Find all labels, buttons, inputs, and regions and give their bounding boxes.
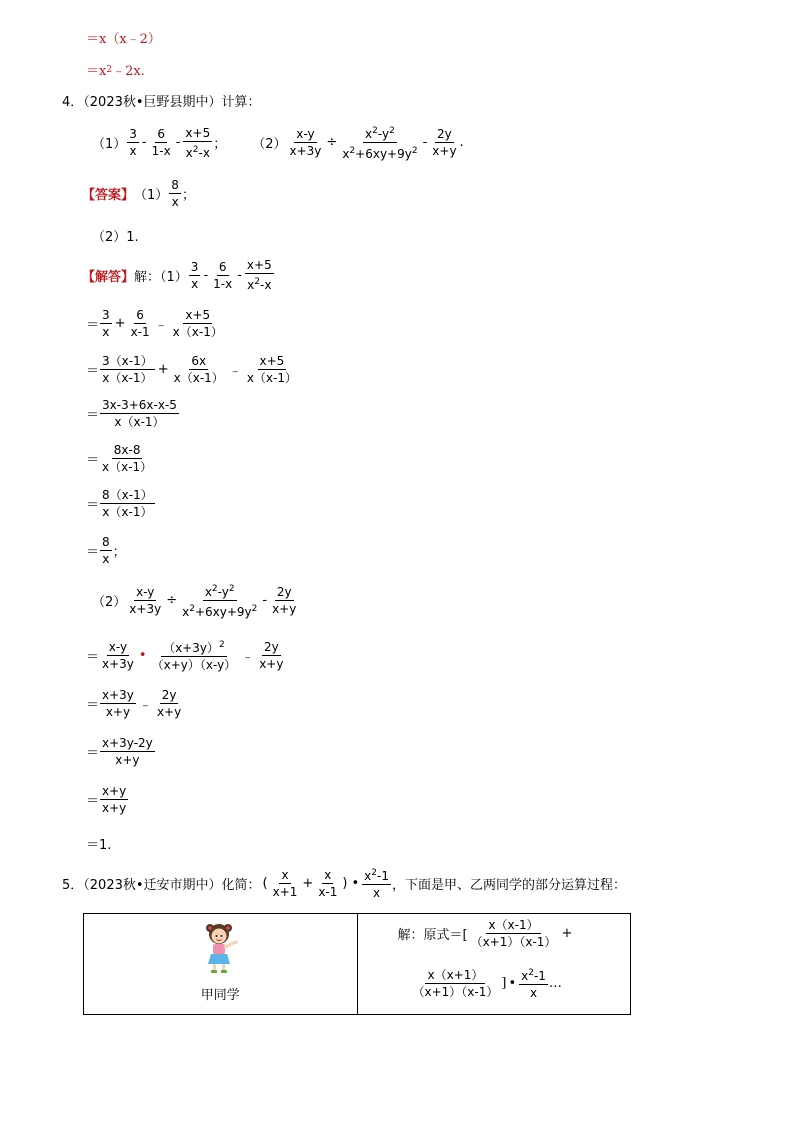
fraction	[172, 354, 226, 385]
text: -1	[533, 969, 546, 983]
multiply-dot: •	[508, 975, 517, 991]
plus: +	[302, 875, 314, 891]
fraction	[211, 260, 234, 291]
text: ＝	[86, 698, 100, 713]
text: x+y	[432, 144, 457, 158]
solution-tag: 【解答】	[82, 269, 135, 285]
text: x+1	[272, 884, 298, 899]
text: ＝	[86, 318, 100, 333]
text	[184, 142, 212, 160]
text: 2y	[276, 585, 292, 599]
text: 2	[211, 584, 218, 594]
plus: +	[157, 362, 169, 377]
text: 2	[228, 584, 235, 594]
text: 6	[157, 127, 165, 141]
text: x（x-1）	[102, 505, 153, 519]
text: （x+3y）	[163, 641, 219, 655]
fraction	[100, 535, 112, 566]
minus: ﹣	[228, 364, 242, 379]
fraction	[340, 124, 419, 161]
top-line-2	[86, 60, 145, 79]
text: 2	[349, 146, 356, 156]
text: x+3y	[102, 656, 134, 671]
text: ＝x（x﹣2）	[86, 32, 161, 47]
text: x（x-1）	[102, 460, 153, 474]
fraction	[100, 443, 154, 474]
text: 5．（2023秋•迁安市期中）化简：	[62, 877, 261, 893]
text: x+3y	[289, 144, 322, 158]
minus: ﹣	[241, 649, 255, 665]
text: （2）1.	[92, 230, 139, 245]
text: x	[364, 869, 372, 883]
minus: -	[237, 267, 242, 283]
text: x	[129, 144, 137, 158]
text: …	[548, 975, 562, 991]
solution-2-result	[86, 834, 111, 853]
text: 1-x	[213, 276, 233, 291]
text: x+3y	[129, 602, 162, 616]
text: x+y	[272, 602, 297, 616]
fraction	[150, 127, 173, 158]
fraction	[189, 260, 201, 291]
text: x+y	[156, 705, 182, 719]
work-line-2	[410, 966, 562, 1000]
fraction	[257, 640, 285, 671]
text	[363, 124, 397, 143]
solution-step-4	[86, 398, 180, 429]
divide: ÷	[326, 135, 338, 150]
text: ＝1.	[86, 838, 112, 853]
text: ＝	[86, 649, 100, 665]
text: 2	[411, 146, 418, 156]
fraction	[100, 488, 155, 519]
text: -y	[217, 585, 229, 599]
text	[519, 966, 548, 985]
text: x+3y-2y	[102, 736, 153, 750]
text: x	[324, 867, 332, 882]
student-name: 甲同学	[200, 988, 240, 1003]
girl-icon	[202, 920, 242, 976]
text: x+y	[259, 656, 284, 671]
text: ＝	[86, 746, 100, 761]
solution-step-3	[86, 354, 300, 385]
text: x	[191, 276, 199, 291]
text: 3x-3+6x-x-5	[102, 398, 177, 412]
answer-line-2	[92, 226, 139, 245]
fraction	[411, 968, 501, 999]
text: x（x+1）	[427, 967, 484, 982]
text: x	[372, 886, 381, 900]
text: x（x-1）	[102, 371, 153, 385]
minus: ﹣	[138, 698, 152, 713]
text: 3	[102, 308, 110, 322]
text: .	[459, 135, 464, 150]
text: 解：（1）	[134, 269, 188, 285]
question-4-header	[62, 91, 261, 110]
text: （x+y）（x-y）	[151, 658, 237, 672]
text: 2	[251, 604, 258, 614]
minus: -	[175, 135, 181, 150]
fraction	[100, 736, 155, 767]
text: +6xy+9y	[355, 147, 412, 161]
text: x	[521, 969, 529, 983]
text: 4．（2023秋•巨野县期中）计算：	[62, 95, 261, 110]
text: ；	[181, 188, 195, 203]
text: +6xy+9y	[194, 605, 252, 619]
text: x	[102, 325, 110, 339]
text: x	[182, 605, 190, 619]
text: 3	[129, 127, 137, 141]
text: x+5	[246, 258, 272, 272]
text: 8（x-1）	[102, 488, 153, 502]
minus: -	[141, 135, 147, 150]
text	[203, 582, 237, 601]
question-4-problems	[92, 124, 464, 161]
text: x	[365, 127, 373, 141]
text: x（x-1）	[246, 371, 297, 385]
solution-2-step-2	[86, 688, 184, 719]
plus: +	[114, 316, 126, 331]
fraction	[155, 688, 183, 719]
divide: ÷	[166, 593, 178, 608]
text: x+y	[115, 753, 140, 767]
text: 2y	[437, 127, 452, 141]
text: x	[247, 278, 255, 292]
fraction	[519, 966, 548, 1000]
fraction	[362, 866, 391, 900]
text: 解：原式＝[	[397, 928, 468, 943]
fraction	[316, 868, 339, 899]
fraction	[469, 918, 559, 949]
solution-step-6	[86, 488, 156, 519]
fraction	[127, 127, 139, 158]
text: x-y	[108, 639, 128, 654]
question-5-header	[62, 866, 626, 900]
text: （1）	[134, 188, 169, 203]
fraction	[100, 688, 136, 719]
text: ＝	[86, 794, 100, 809]
text: x	[102, 552, 110, 566]
solution-2-step-3	[86, 736, 156, 767]
text	[340, 143, 419, 161]
fraction	[100, 354, 155, 385]
work-line-1	[398, 918, 575, 949]
text: ＝x	[86, 64, 107, 79]
solution-step-2	[86, 308, 226, 339]
fraction	[100, 784, 128, 815]
text: 2y	[161, 688, 177, 702]
answer-line	[82, 178, 195, 209]
text: x	[204, 585, 212, 599]
text: ＝	[86, 408, 100, 423]
fraction	[169, 178, 181, 209]
minus: -	[262, 593, 268, 608]
top-line-1	[86, 28, 161, 47]
text	[362, 866, 391, 885]
text	[161, 638, 227, 657]
text: x+3y	[102, 688, 134, 702]
minus: -	[203, 267, 209, 283]
text: x+5	[259, 354, 285, 368]
text: 8x-8	[113, 443, 141, 457]
fraction	[271, 868, 300, 899]
text: ﹣2x.	[112, 64, 145, 79]
text: ＝	[86, 545, 100, 560]
text: （x+1）（x-1）	[470, 935, 557, 949]
fraction	[150, 638, 239, 672]
text: 2	[528, 968, 534, 978]
solution-step-5	[86, 443, 155, 474]
text: -x	[198, 145, 210, 160]
text: x-1	[130, 325, 150, 339]
text: （1）	[92, 137, 127, 152]
text: 1-x	[151, 144, 171, 158]
fraction	[100, 398, 179, 429]
text: x（x-1）	[488, 918, 539, 932]
text: x	[342, 147, 350, 161]
text: x+y	[102, 801, 127, 815]
text: -1	[376, 869, 389, 883]
solution-part-2	[92, 582, 299, 619]
text: 2y	[263, 639, 279, 654]
text: x-y	[296, 127, 315, 141]
text: x+y	[105, 705, 131, 719]
solution-line-1	[82, 258, 275, 292]
text: 2	[371, 868, 377, 878]
text: x+y	[102, 784, 127, 798]
text: x+5	[185, 125, 211, 140]
fraction	[100, 640, 136, 671]
text: x	[185, 145, 193, 160]
fraction	[127, 585, 163, 616]
text: x-y	[136, 585, 155, 599]
text: ＝	[86, 498, 100, 513]
text: 2	[389, 126, 395, 136]
text: x（x-1）	[173, 371, 224, 385]
text: （x+1）（x-1）	[412, 984, 499, 999]
text: 3（x-1）	[102, 354, 153, 368]
text: x	[281, 867, 289, 882]
text: x	[171, 195, 179, 209]
paren: (	[262, 875, 268, 891]
fraction	[288, 127, 324, 158]
solution-2-step-4	[86, 784, 129, 815]
text: x-1	[318, 884, 338, 899]
text: ，下面是甲、乙两同学的部分运算过程：	[391, 877, 626, 893]
text: ；	[213, 137, 227, 152]
text: x（x-1）	[114, 415, 165, 429]
fraction	[245, 354, 299, 385]
answer-tag: 【答案】	[82, 188, 135, 203]
text: （2）	[252, 137, 287, 152]
text: 6x	[191, 354, 207, 368]
text: ；	[112, 545, 126, 560]
fraction	[270, 585, 298, 616]
text	[180, 601, 259, 619]
fraction	[129, 308, 152, 339]
solution-step-7	[86, 535, 126, 566]
paren: )	[342, 875, 348, 891]
text: 8	[102, 535, 110, 549]
text: 3	[190, 259, 199, 274]
fraction	[171, 308, 225, 339]
fraction	[245, 258, 274, 292]
text: 2	[106, 64, 113, 75]
text: 6	[136, 308, 144, 322]
minus: -	[422, 135, 428, 150]
text: x	[529, 986, 538, 1000]
text: ＝	[86, 453, 100, 468]
work-cell	[357, 914, 631, 1015]
fraction	[180, 582, 259, 619]
minus: ﹣	[154, 318, 168, 333]
text: 2	[192, 144, 199, 155]
student-cell	[84, 914, 358, 1015]
text: x+5	[185, 308, 211, 322]
text: （2）	[92, 595, 127, 610]
fraction	[430, 127, 458, 158]
fraction	[183, 126, 212, 160]
multiply-dot: •	[138, 647, 147, 663]
text	[245, 274, 273, 292]
bracket: ]	[501, 975, 507, 991]
student-work-table	[83, 913, 631, 1015]
text: 2	[218, 640, 225, 650]
solution-2-step-1	[86, 638, 286, 672]
plus: +	[561, 926, 573, 941]
text: 2	[254, 277, 261, 287]
text: -y	[377, 127, 390, 141]
text: 6	[218, 259, 227, 274]
text: 8	[171, 178, 179, 192]
fraction	[100, 308, 112, 339]
text: x（x-1）	[172, 325, 223, 339]
text: 2	[372, 126, 378, 136]
multiply-dot: •	[351, 875, 360, 891]
text: ＝	[86, 364, 100, 379]
text: -x	[260, 278, 272, 292]
text: 2	[189, 604, 195, 614]
